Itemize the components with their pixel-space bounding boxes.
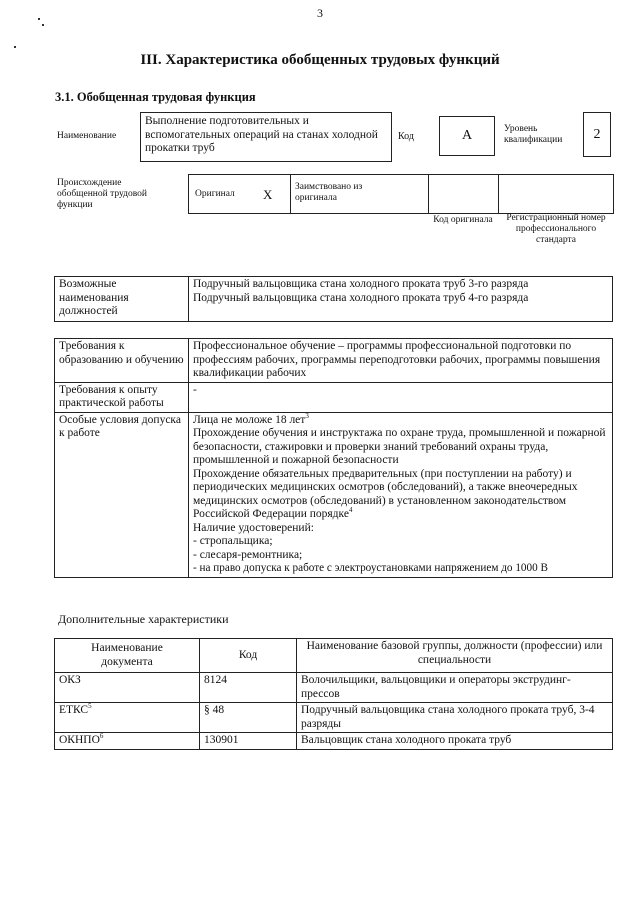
table-row bbox=[55, 733, 613, 750]
special-cert-title: Наличие удостоверений: bbox=[193, 521, 314, 534]
footnote-ref: 6 bbox=[99, 732, 104, 741]
table-header-row bbox=[55, 639, 613, 673]
subsection-title: 3.1. Обобщенная трудовая функция bbox=[55, 90, 256, 104]
special-cert-item: - стропальщика; bbox=[193, 535, 273, 547]
code-label: Код bbox=[398, 131, 414, 142]
education-label: Требования к образованию и обучению bbox=[55, 339, 189, 383]
section-title: III. Характеристика обобщенных трудовых функций bbox=[140, 52, 500, 68]
position-item: Подручный вальцовщика стана холодного проката труб 4-го разряда bbox=[193, 291, 529, 304]
doc-name: ОКНПО bbox=[59, 734, 100, 746]
code-cell: § 48 bbox=[200, 703, 297, 733]
name-cell: Волочильщики, вальцовщики и операторы экструдинг-прессов bbox=[297, 673, 613, 703]
special-cert-item: - на право допуска к работе с электроустановками напряжением до 1000 В bbox=[193, 562, 548, 574]
table-row bbox=[55, 703, 613, 733]
header-doc: Наименование документа bbox=[55, 639, 200, 673]
footnote-ref: 4 bbox=[348, 506, 353, 515]
table-row bbox=[55, 339, 613, 383]
name-label: Наименование bbox=[57, 131, 117, 141]
name-cell: Вальцовщик стана холодного проката труб bbox=[297, 733, 613, 750]
code-value-box bbox=[439, 116, 495, 156]
page-number: 3 bbox=[317, 6, 323, 20]
doc-cell bbox=[55, 733, 200, 750]
borrowed-cell bbox=[291, 175, 429, 213]
special-training: Прохождение обучения и инструктажа по охране труда, промышленной и пожарной безопасности, стажировки и проверки знаний требований охраны труда, промышленной и пожарной безопасности bbox=[193, 427, 606, 466]
special-age-text: Лица не моложе 18 лет bbox=[193, 413, 306, 426]
special-age bbox=[193, 411, 608, 428]
header-name: Наименование базовой группы, должности (профессии) или специальности bbox=[297, 639, 613, 673]
original-mark: X bbox=[263, 187, 273, 202]
experience-label: Требования к опыту практической работы bbox=[55, 382, 189, 412]
reg-number-cell bbox=[499, 175, 613, 213]
reg-number-caption: Регистрационный номер профессионального стандарта bbox=[506, 213, 606, 245]
positions-table bbox=[54, 276, 613, 322]
level-label: Уровень квалификации bbox=[504, 124, 563, 145]
name-cell: Подручный вальцовщика стана холодного проката труб, 3-4 разряды bbox=[297, 703, 613, 733]
footnote-ref: 3 bbox=[305, 411, 309, 420]
code-value: A bbox=[461, 128, 473, 143]
code-cell: 8124 bbox=[200, 673, 297, 703]
header-code: Код bbox=[200, 639, 297, 673]
code-original-caption: Код оригинала bbox=[433, 215, 493, 225]
additional-table bbox=[54, 638, 613, 750]
original-label: Оригинал bbox=[195, 189, 235, 199]
level-value-box bbox=[583, 112, 611, 157]
additional-title: Дополнительные характеристики bbox=[58, 612, 229, 626]
origin-label: Происхождение обобщенной трудовой функции bbox=[57, 178, 147, 210]
function-name-box bbox=[140, 112, 392, 162]
function-name-value: Выполнение подготовительных и вспомогательных операций на станах холодной прокатки труб bbox=[145, 115, 378, 154]
education-value: Профессиональное обучение – программы профессиональной подготовки по профессиям рабочих, программы переподготовки рабочих, программы повышения квалификации рабочих bbox=[189, 339, 613, 383]
table-row bbox=[55, 277, 613, 322]
positions-label: Возможные наименования должностей bbox=[55, 277, 189, 322]
scan-speck bbox=[42, 24, 44, 26]
special-medical-text: Прохождение обязательных предварительных (при поступлении на работу) и периодических медицинских осмотров (обследований), а также внеочередных медицинских осмотров (обследований) в установленном законодательством Российской Федерации порядке bbox=[193, 467, 578, 520]
positions-values bbox=[189, 277, 613, 322]
level-value: 2 bbox=[593, 126, 601, 142]
footnote-ref: 5 bbox=[88, 702, 92, 711]
special-value bbox=[189, 412, 613, 577]
requirements-table bbox=[54, 338, 613, 578]
doc-cell bbox=[55, 703, 200, 733]
original-cell bbox=[189, 175, 291, 213]
borrowed-label: Заимствовано из оригинала bbox=[295, 182, 363, 203]
doc-name: ЕТКС bbox=[59, 704, 89, 716]
position-item: Подручный вальцовщика стана холодного проката труб 3-го разряда bbox=[193, 278, 529, 290]
table-row bbox=[55, 673, 613, 703]
table-row bbox=[55, 412, 613, 577]
doc-cell bbox=[55, 673, 200, 703]
scan-speck bbox=[14, 46, 16, 48]
special-cert-item: - слесаря-ремонтника; bbox=[193, 548, 303, 561]
code-original-cell bbox=[429, 175, 499, 213]
code-cell: 130901 bbox=[200, 733, 297, 750]
experience-value: - bbox=[189, 382, 613, 412]
special-medical bbox=[193, 468, 608, 522]
special-label: Особые условия допуска к работе bbox=[55, 412, 189, 577]
origin-row bbox=[188, 174, 614, 214]
doc-name: ОКЗ bbox=[59, 674, 81, 686]
table-row bbox=[55, 382, 613, 412]
